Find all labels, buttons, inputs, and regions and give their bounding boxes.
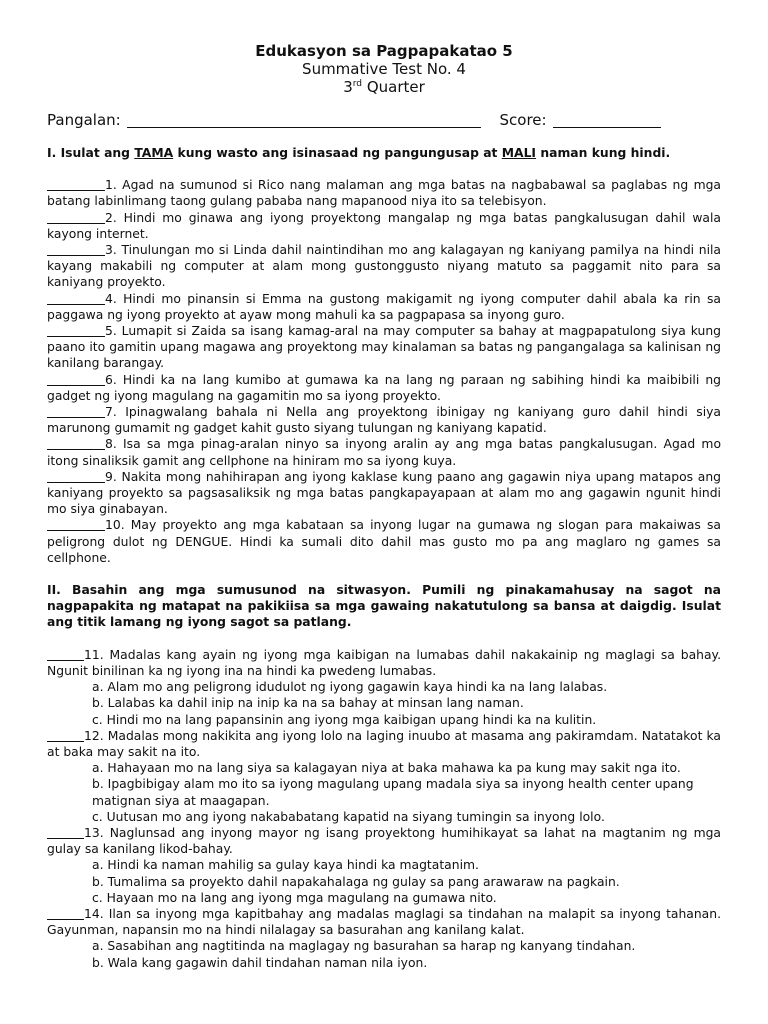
part1-item-7 [47,404,721,436]
answer-blank[interactable] [47,373,105,386]
tama-keyword: TAMA [134,146,174,160]
item-text: 3. Tinulungan mo si Linda dahil naintindihan mo ang kalagayan ng kaniyang pamilya na hindi nila kayang makabili ng computer at alam mong gustonggusto niyang matuto sa paggamit nito para sa kaniyang proyekto. [47,243,721,290]
item-text: 5. Lumapit si Zaida sa isang kamag-aral na may computer sa bahay at magpapatulong siya kung paano ito gamitin upang magawa ang proyektong may kinalaman sa batas ng pangangalaga sa kalinisan ng kanilang barangay. [47,324,721,371]
choice-list [47,938,721,970]
answer-blank[interactable] [47,405,105,418]
item-text: 1. Agad na sumunod si Rico nang malaman ang mga batas na nagbabawal sa paglabas ng mga batang labinlimang taong gulang pababa nang mapanood niya ito sa telebisyon. [47,178,721,209]
part1-instruction-text-b: kung wasto ang isinasaad ng pangungusap at [173,146,502,160]
quarter-label [0,78,768,96]
answer-blank[interactable] [47,324,105,337]
choice-a: a. Sasabihan ang nagtitinda na maglagay ng basurahan sa harap ng kanyang tindahan. [92,939,636,954]
part1-item-1 [47,177,721,209]
choice-list [47,857,721,906]
part1-item-6 [47,372,721,404]
test-content [47,145,721,971]
answer-blank[interactable] [47,243,105,256]
answer-blank[interactable] [47,729,84,742]
question-stem [47,647,721,679]
part1-item-4 [47,291,721,323]
choice-b: b. Lalabas ka dahil inip na inip ka na sa bahay at minsan lang naman. [92,696,524,711]
part1-item-10 [47,517,721,566]
name-label: Pangalan: [47,111,121,129]
question-stem [47,728,721,760]
quarter-number: 3 [343,78,353,96]
question-text: 13. Naglunsad ang inyong mayor ng isang proyektong humihikayat sa lahat na magtanim ng mga gulay sa kanilang likod-bahay. [47,825,721,857]
part2-item-11 [47,647,721,728]
quarter-ordinal-suffix: rd [352,79,363,89]
question-text: 11. Madalas kang ayain ng iyong mga kaibigan na lumabas dahil nakakainip ng maglagi sa bahay. Ngunit binilinan ka ng iyong ina na hindi ka pwedeng lumabas. [47,647,721,678]
part2-instruction: II. Basahin ang mga sumusunod na sitwasyon. Pumili ng pinakamahusay na sagot na nagpapakita ng matapat na pakikiisa sa mga gawaing nakatutulong sa bansa at daigdig. Isulat ang titik lamang ng iyong sagot sa patlang. [47,583,721,630]
part2-item-14 [47,906,721,971]
part1-item-2 [47,210,721,242]
item-text: 4. Hindi mo pinansin si Emma na gustong makigamit ng iyong computer dahil abala ka rin sa paggawa ng iyong proyekto at ayaw mong mahuli ka sa pagpapasa sa inyong guro. [47,291,721,322]
answer-blank[interactable] [47,518,105,531]
choice-b: b. Tumalima sa proyekto dahil napakahalaga ng gulay sa pang arawaraw na pagkain. [92,874,620,889]
question-stem [47,906,721,938]
document-header [0,0,768,96]
answer-blank[interactable] [47,470,105,483]
question-text: 14. Ilan sa inyong mga kapitbahay ang madalas maglagi sa tindahan na malapit sa inyong tahanan. Gayunman, napansin mo na hindi nilalagay sa basurahan ang kanilang kalat. [47,906,721,938]
document-subtitle: Summative Test No. 4 [302,60,466,78]
choice-c: c. Uutusan mo ang iyong nakababatang kapatid na siyang tumingin sa inyong lolo. [92,809,605,824]
quarter-word: Quarter [366,78,425,96]
choice-c: c. Hindi mo na lang papansinin ang iyong mga kaibigan upang hindi ka na kulitin. [92,712,597,727]
part1-item-9 [47,469,721,518]
part1-item-list [47,177,721,566]
answer-blank[interactable] [47,292,105,305]
item-text: 10. May proyekto ang mga kabataan sa inyong lugar na gumawa ng slogan para makaiwas sa peligrong dulot ng DENGUE. Hindi ka sumali dito dahil mas gusto mo pa ang maglaro ng games sa cellphone. [47,518,721,565]
item-text: 6. Hindi ka na lang kumibo at gumawa ka na lang ng paraan ng sabihing hindi ka maibibili ng gadget ng iyong magulang na gagamitin mo sa iyong proyekto. [47,372,721,403]
answer-blank[interactable] [47,211,105,224]
part2-item-13 [47,825,721,906]
name-blank[interactable] [127,113,481,128]
answer-blank[interactable] [47,437,105,450]
choice-b: b. Ipagbibigay alam mo ito sa iyong magulang upang madala siya sa inyong health center upang matignan siya at maagapan. [92,777,694,808]
choice-b: b. Wala kang gagawin dahil tindahan naman nila iyon. [92,955,428,970]
part1-item-3 [47,242,721,291]
score-blank[interactable] [553,113,661,128]
answer-blank[interactable] [47,648,84,661]
part2-item-list [47,647,721,971]
answer-blank[interactable] [47,907,84,920]
mali-keyword: MALI [501,146,537,160]
score-label: Score: [499,111,547,129]
choice-a: a. Alam mo ang peligrong idudulot ng iyong gagawin kaya hindi ka na lang lalabas. [92,680,608,695]
question-text: 12. Madalas mong nakikita ang iyong lolo na laging inuubo at masama ang pakiramdam. Natatakot ka at baka may sakit na ito. [47,728,721,759]
student-info-row [47,111,727,129]
part1-instruction-text-c: naman kung hindi. [536,146,671,160]
part1-item-5 [47,323,721,372]
part2-item-12 [47,728,721,825]
choice-list [47,760,721,825]
part1-item-8 [47,436,721,468]
item-text: 2. Hindi mo ginawa ang iyong proyektong mangalap ng mga batas pangkalusugan dahil wala kayong internet. [47,210,721,241]
document-title: Edukasyon sa Pagpapakatao 5 [255,42,513,60]
item-text: 7. Ipinagwalang bahala ni Nella ang proyektong ibinigay ng kaniyang guro dahil hindi siya marunong gumamit ng gadget kahit gusto siyang tulungan ng kaniyang kapatid. [47,405,721,436]
part1-instruction [47,145,721,161]
choice-a: a. Hahayaan mo na lang siya sa kalagayan niya at baka mahawa ka pa kung may sakit nga ito. [92,761,681,776]
item-text: 8. Isa sa mga pinag-aralan ninyo sa inyong aralin ay ang mga batas pangkalusugan. Agad mo itong sinaliksik gamit ang cellphone na hiniram mo sa iyong kuya. [47,437,721,468]
choice-c: c. Hayaan mo na lang ang iyong mga magulang na gumawa nito. [92,890,497,905]
answer-blank[interactable] [47,826,84,839]
part1-instruction-text-a: I. Isulat ang [47,146,135,160]
choice-list [47,679,721,728]
choice-a: a. Hindi ka naman mahilig sa gulay kaya hindi ka magtatanim. [92,858,479,873]
question-stem [47,825,721,857]
item-text: 9. Nakita mong nahihirapan ang iyong kaklase kung paano ang gagawin niya upang matapos ang kaniyang proyekto sa pagsasaliksik ng mga batas pangkapayapaan at alam mo ang gagawin ngunit hindi mo siya ginabayan. [47,469,721,517]
answer-blank[interactable] [47,178,105,191]
